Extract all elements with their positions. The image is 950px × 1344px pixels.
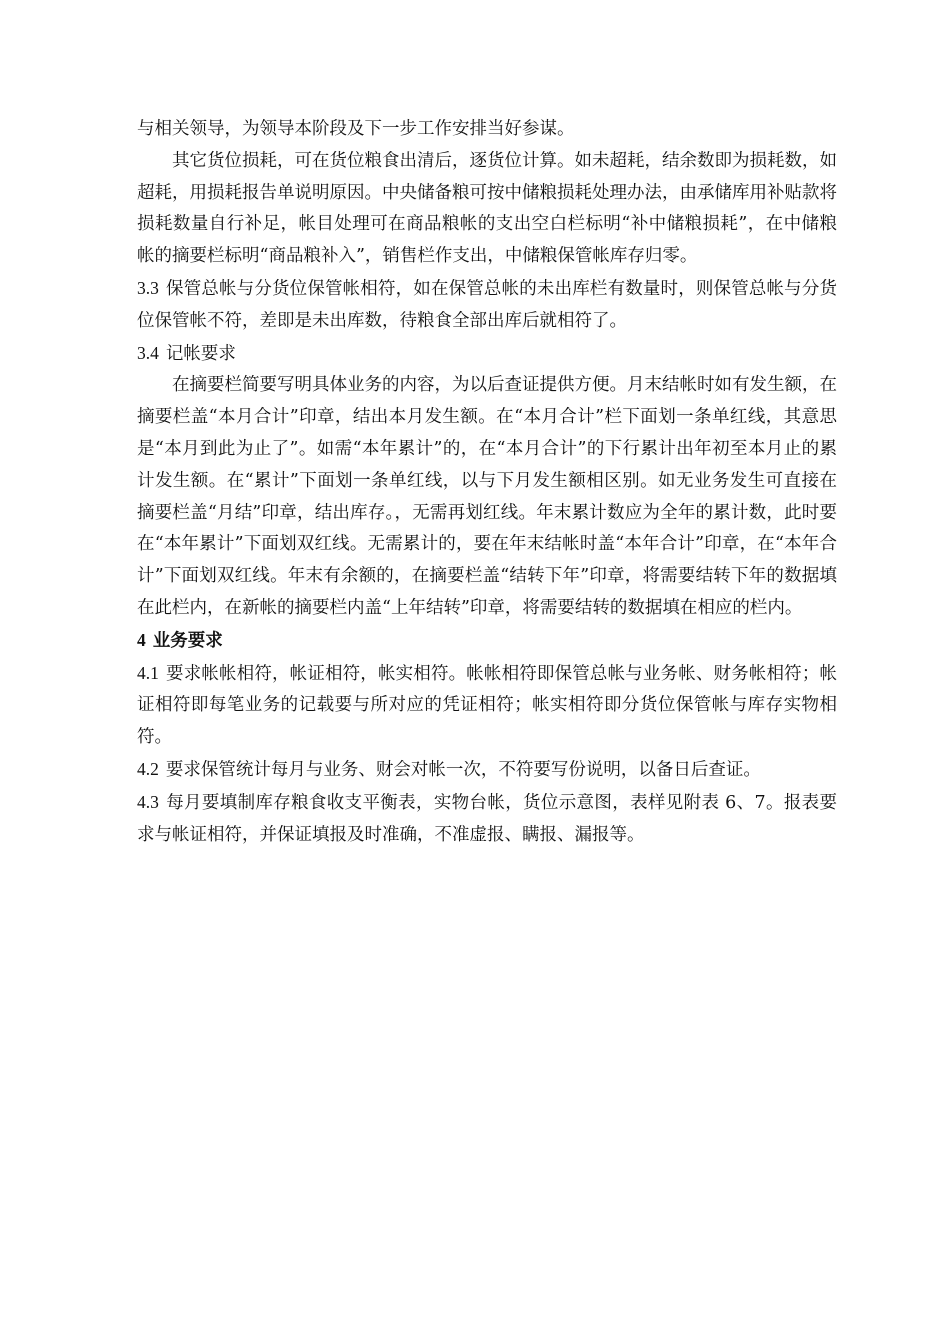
paragraph-continuation: 与相关领导，为领导本阶段及下一步工作安排当好参谋。 xyxy=(137,119,575,139)
section-4-3 xyxy=(137,787,837,852)
section-3-4-heading xyxy=(137,338,837,371)
section-number: 4 xyxy=(137,629,146,650)
section-title: 记帐要求 xyxy=(165,343,236,364)
paragraph-bookkeeping-rules: 在摘要栏简要写明具体业务的内容，为以后查证提供方便。月末结帐时如有发生额，在摘要栏盖“本月合计”印章，结出本月发生额。在“本月合计”栏下面划一条单红线，其意思是“本月到此为止了”。如需“本年累计”的，在“本月合计”的下行累计出年初至本月止的累计发生额。在“累计”下面划一条单红线，以与下月发生额相区别。如无业务发生可直接在摘要栏盖“月结”印章，结出库存。，无需再划红线。年末累计数应为全年的累计数，此时要在“本年累计”下面划双红线。无需累计的，要在年末结帐时盖“本年合计”印章，在“本年合计”下面划双红线。年末有余额的，在摘要栏盖“结转下年”印章，将需要结转下年的数据填在此栏内，在新帐的摘要栏内盖“上年结转”印章，将需要结转的数据填在相应的栏内。 xyxy=(137,375,837,618)
section-number: 4.2 xyxy=(137,758,159,779)
section-text: 要求帐帐相符，帐证相符，帐实相符。帐帐相符即保管总帐与业务帐、财务帐相符；帐证相符即每笔业务的记载要与所对应的凭证相符；帐实相符即分货位保管帐与库存实物相符。 xyxy=(137,663,837,748)
section-4-2 xyxy=(137,754,837,787)
document-page xyxy=(137,114,837,851)
section-text: 每月要填制库存粮食收支平衡表，实物台帐，货位示意图，表样见附表 6、7。报表要求与帐证相符，并保证填报及时准确，不准虚报、瞒报、漏报等。 xyxy=(137,792,837,845)
section-number: 4.3 xyxy=(137,791,159,812)
section-3-3 xyxy=(137,273,837,338)
section-text: 要求保管统计每月与业务、财会对帐一次，不符要写份说明，以备日后查证。 xyxy=(165,759,761,780)
section-number: 4.1 xyxy=(137,662,159,683)
section-number: 3.4 xyxy=(137,342,159,363)
paragraph-loss-calculation: 其它货位损耗，可在货位粮食出清后，逐货位计算。如未超耗，结余数即为损耗数，如超耗，用损耗报告单说明原因。中央储备粮可按中储粮损耗处理办法，由承储库用补贴款将损耗数量自行补足，帐目处理可在商品粮帐的支出空白栏标明“补中储粮损耗”，在中储粮帐的摘要栏标明“商品粮补入”，销售栏作支出，中储粮保管帐库存归零。 xyxy=(137,150,837,267)
section-title: 业务要求 xyxy=(152,630,223,651)
section-number: 3.3 xyxy=(137,277,159,298)
section-text: 保管总帐与分货位保管帐相符，如在保管总帐的未出库栏有数量时，则保管总帐与分货位保管帐不符，差即是未出库数，待粮食全部出库后就相符了。 xyxy=(137,278,837,331)
section-4-heading xyxy=(137,625,837,658)
section-4-1 xyxy=(137,658,837,754)
